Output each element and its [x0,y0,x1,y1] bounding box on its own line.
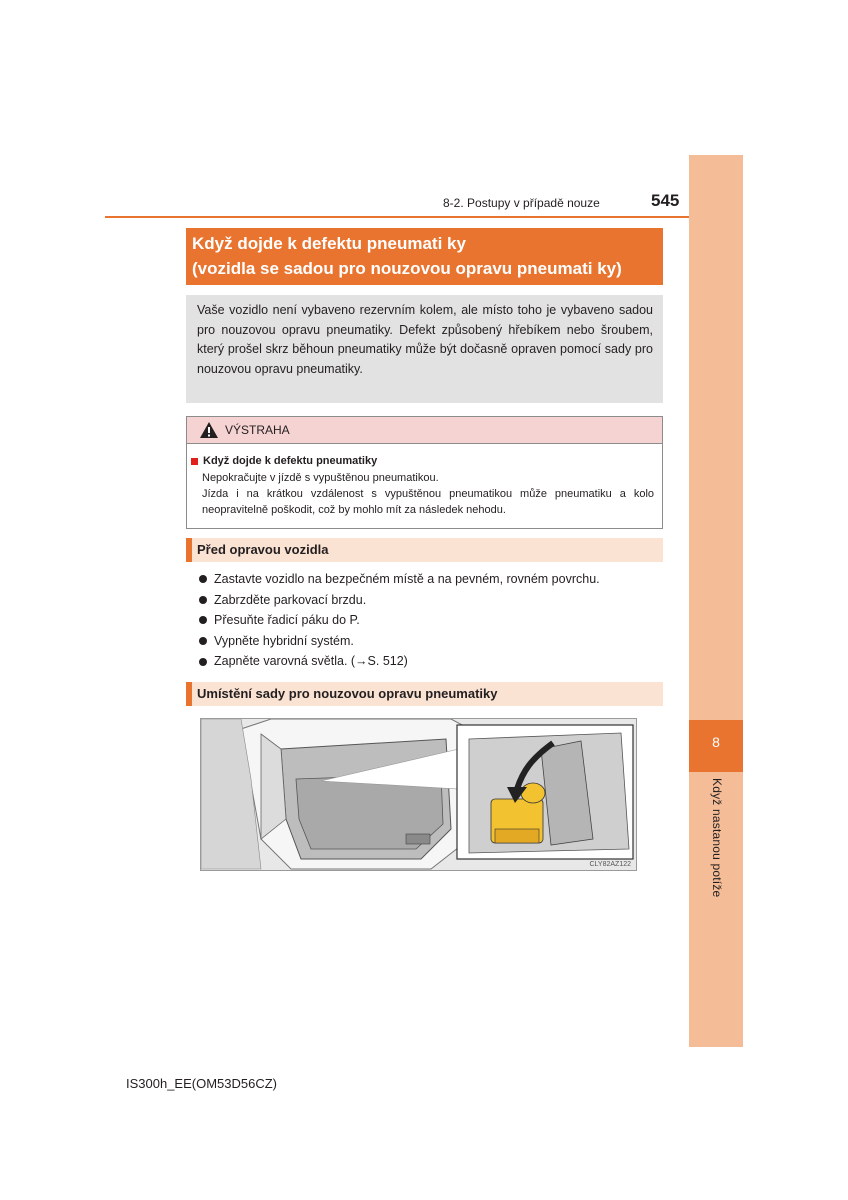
warning-subheading-text: Když dojde k defektu pneumatiky [203,455,378,467]
bullet-icon [199,575,207,583]
warning-body-line-2: Jízda i na krátkou vzdálenost s vypuštěnou pneumatikou může pneumatiku a kolo neopravitelně poškodit, což by mohlo mít za následek nehodu. [202,488,654,516]
list-item: Zabrzděte parkovací brzdu. [199,590,600,611]
header-section-title: 8-2. Postupy v případě nouze [443,196,600,210]
before-repair-list [199,569,600,672]
footer-model-code: IS300h_EE(OM53D56CZ) [126,1076,278,1091]
section-heading-kit-location: Umístění sady pro nouzovou opravu pneumatiky [186,682,663,706]
warning-label: VÝSTRAHA [225,423,290,437]
list-item: Přesuňte řadicí páku do P. [199,610,600,631]
warning-triangle-icon [199,421,219,439]
intro-box [186,295,663,403]
bullet-icon [199,616,207,624]
list-item: Zapněte varovná světla. (→S. 512) [199,651,600,672]
page-title [186,228,663,285]
chapter-title: Když nastanou potíže [710,778,724,898]
list-item: Zastavte vozidlo na bezpečném místě a na pevném, rovném povrchu. [199,569,600,590]
list-item: Vypněte hybridní systém. [199,631,600,652]
section-heading-before-repair: Před opravou vozidla [186,538,663,562]
warning-body [202,470,654,518]
figure-code: CLY82AZ122 [589,861,631,868]
warning-box [186,416,663,529]
trunk-drawing [201,719,637,871]
red-square-icon [191,458,198,465]
header-divider [105,216,689,218]
title-line-1: Když dojde k defektu pneumati ky [192,234,466,253]
bullet-icon [199,658,207,666]
chapter-side-tab [689,155,743,1047]
title-line-2: (vozidla se sadou pro nouzovou opravu pneumati ky) [192,259,622,278]
warning-header [187,417,662,444]
bullet-icon [199,637,207,645]
chapter-number: 8 [689,720,743,772]
bullet-icon [199,596,207,604]
warning-subheading [191,455,662,467]
page-number: 545 [651,191,680,210]
intro-text: Vaše vozidlo není vybaveno rezervním kolem, ale místo toho je vybaveno sadou pro nouzovou opravu pneumatiky. Defekt způsobený hřebíkem nebo šroubem, který prošel skrz běhoun pneumatiky může být dočasně opraven pomocí sady pro nouzovou opravu pneumatiky. [197,303,653,376]
trunk-illustration [200,718,637,871]
warning-body-line-1: Nepokračujte v jízdě s vypuštěnou pneumatikou. [202,472,439,484]
